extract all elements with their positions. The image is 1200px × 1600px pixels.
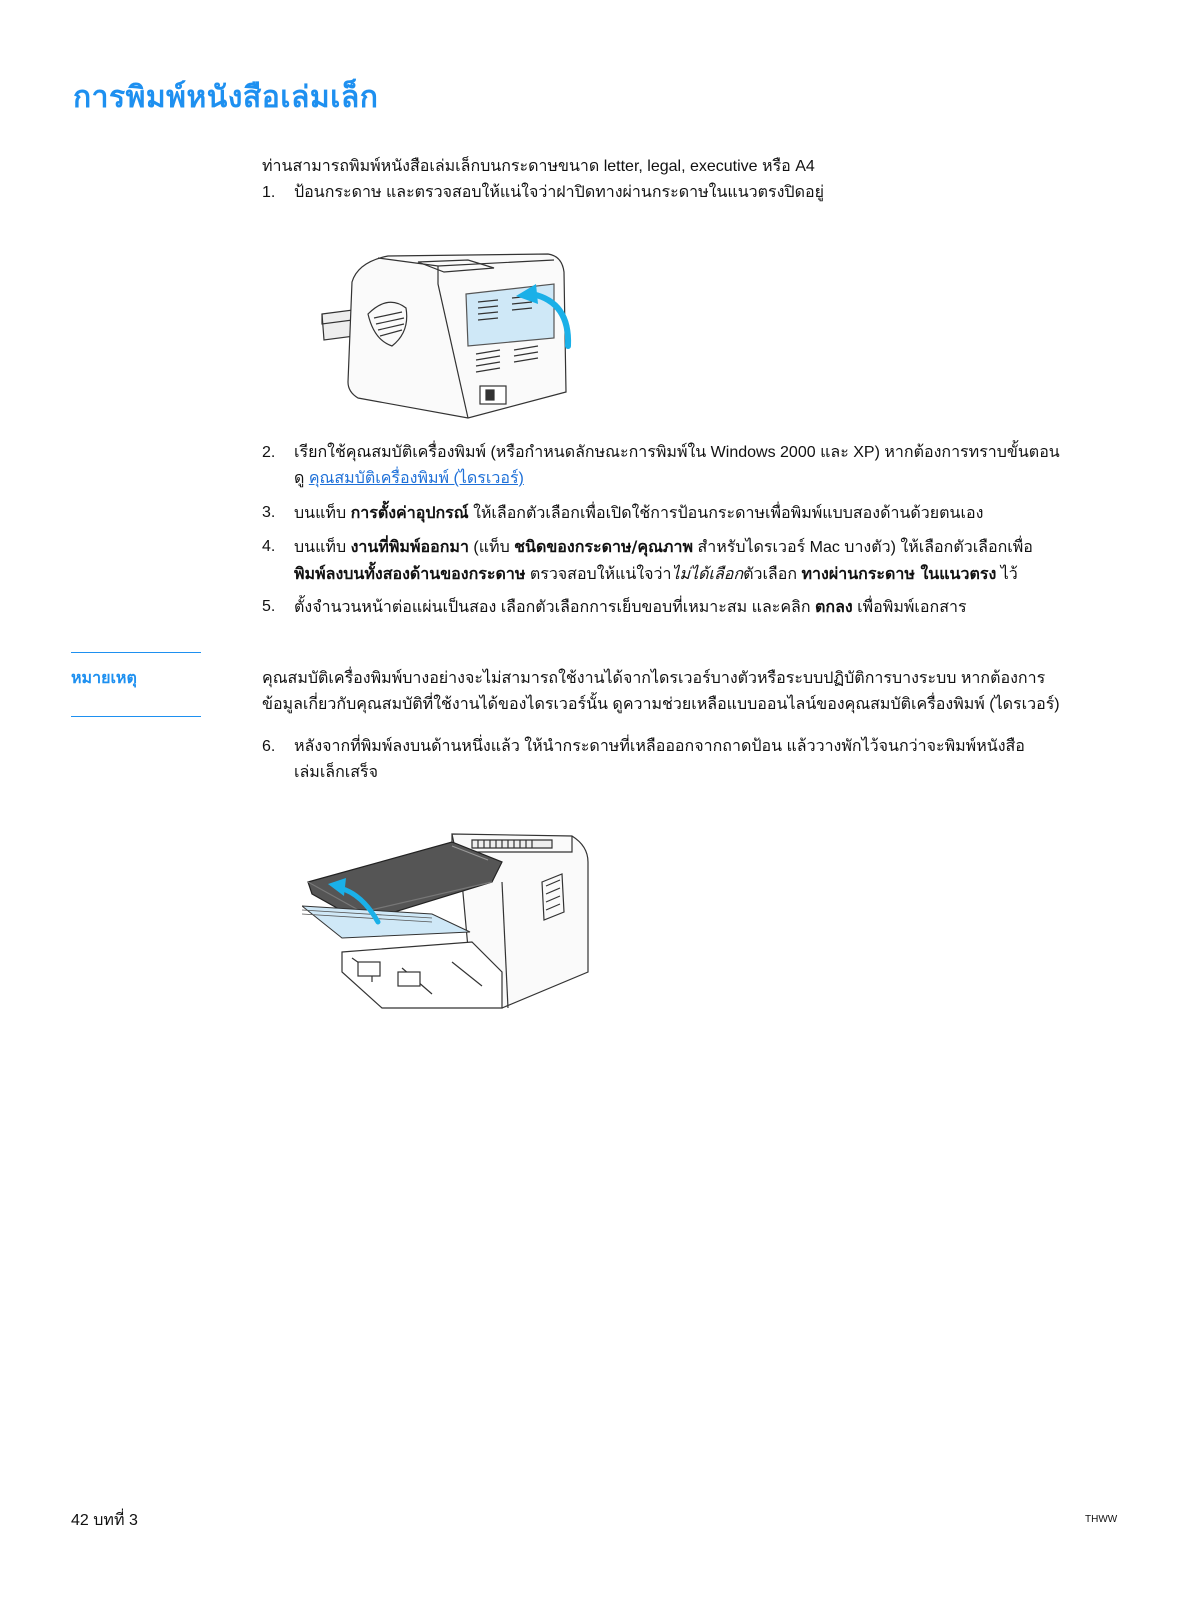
ok-button-name: ตกลง xyxy=(815,597,853,616)
device-settings-tab-name: การตั้งค่าอุปกรณ์ xyxy=(350,503,469,522)
step-text: ให้เลือกตัวเลือกเพื่อเปิดใช้การป้อนกระดาษเพื่อพิมพ์แบบสองด้านด้วยตนเอง xyxy=(473,505,984,522)
step-number: 4. xyxy=(262,538,276,555)
step-text: ตั้งจำนวนหน้าต่อแผ่นเป็นสอง เลือกตัวเลือกการเย็บขอบที่เหมาะสม และคลิก xyxy=(294,599,811,616)
paper-quality-tab-name: ชนิดของกระดาษ/คุณภาพ xyxy=(514,537,693,556)
note-line: ข้อมูลเกี่ยวกับคุณสมบัติที่ใช้งานได้ของไดรเวอร์นั้น ดูความช่วยเหลือแบบออนไลน์ของคุณสมบัติเครื่องพิมพ์ (ไดรเวอร์) xyxy=(262,696,1060,713)
step-number: 3. xyxy=(262,504,276,521)
intro-text: ท่านสามารถพิมพ์หนังสือเล่มเล็กบนกระดาษขนาด letter, legal, executive หรือ A4 xyxy=(262,158,815,175)
step-number: 5. xyxy=(262,598,276,615)
note-bottom-rule xyxy=(71,716,201,717)
not-selected-text: ไม่ได้เลือก xyxy=(671,566,744,583)
step-text: ตัวเลือก xyxy=(743,566,798,583)
print-both-sides-option: พิมพ์ลงบนทั้งสองด้านของกระดาษ xyxy=(294,564,526,583)
step-text: เล่มเล็กเสร็จ xyxy=(294,764,378,781)
note-top-rule xyxy=(71,652,201,653)
note-line: คุณสมบัติเครื่องพิมพ์บางอย่างจะไม่สามารถใช้งานได้จากไดรเวอร์บางตัวหรือระบบปฏิบัติการบางระบบ หากต้องการ xyxy=(262,670,1046,687)
finishing-tab-name: งานที่พิมพ์ออกมา xyxy=(350,537,469,556)
page-title: การพิมพ์หนังสือเล่มเล็ก xyxy=(73,80,379,115)
step-text: เพื่อพิมพ์เอกสาร xyxy=(857,599,967,616)
step-number: 1. xyxy=(262,184,276,201)
note-label: หมายเหตุ xyxy=(71,668,137,687)
footer-code: THWW xyxy=(1085,1514,1118,1525)
step-text: บนแท็บ xyxy=(294,539,347,556)
printer-remove-paper-illustration xyxy=(302,822,592,1012)
step-number: 6. xyxy=(262,738,276,755)
step-text: เรียกใช้คุณสมบัติเครื่องพิมพ์ (หรือกำหนดลักษณะการพิมพ์ใน Windows 2000 และ XP) หากต้องการทราบขั้นตอน xyxy=(294,444,1060,461)
step-number: 2. xyxy=(262,444,276,461)
step-text: (แท็บ xyxy=(473,539,510,556)
step-text: หลังจากที่พิมพ์ลงบนด้านหนึ่งแล้ว ให้นำกระดาษที่เหลือออกจากถาดป้อน แล้ววางพักไว้จนกว่าจะพิมพ์หนังสือ xyxy=(294,738,1025,755)
straight-paper-path-option: ทางผ่านกระดาษ ในแนวตรง xyxy=(801,564,997,583)
step-text: สำหรับไดรเวอร์ Mac บางตัว) ให้เลือกตัวเลือกเพื่อ xyxy=(697,539,1033,556)
printer-rear-door-illustration xyxy=(318,242,590,422)
step-text: ไว้ xyxy=(1000,566,1018,583)
step-text: ป้อนกระดาษ และตรวจสอบให้แน่ใจว่าฝาปิดทางผ่านกระดาษในแนวตรงปิดอยู่ xyxy=(294,184,824,201)
step-text: ตรวจสอบให้แน่ใจว่า xyxy=(529,566,672,583)
footer-page-chapter: 42 บทที่ 3 xyxy=(71,1512,138,1529)
printer-properties-link[interactable]: คุณสมบัติเครื่องพิมพ์ (ไดรเวอร์) xyxy=(308,470,524,487)
note-text xyxy=(262,666,1132,718)
step-text: บนแท็บ xyxy=(294,505,347,522)
see-label: ดู xyxy=(294,470,305,487)
